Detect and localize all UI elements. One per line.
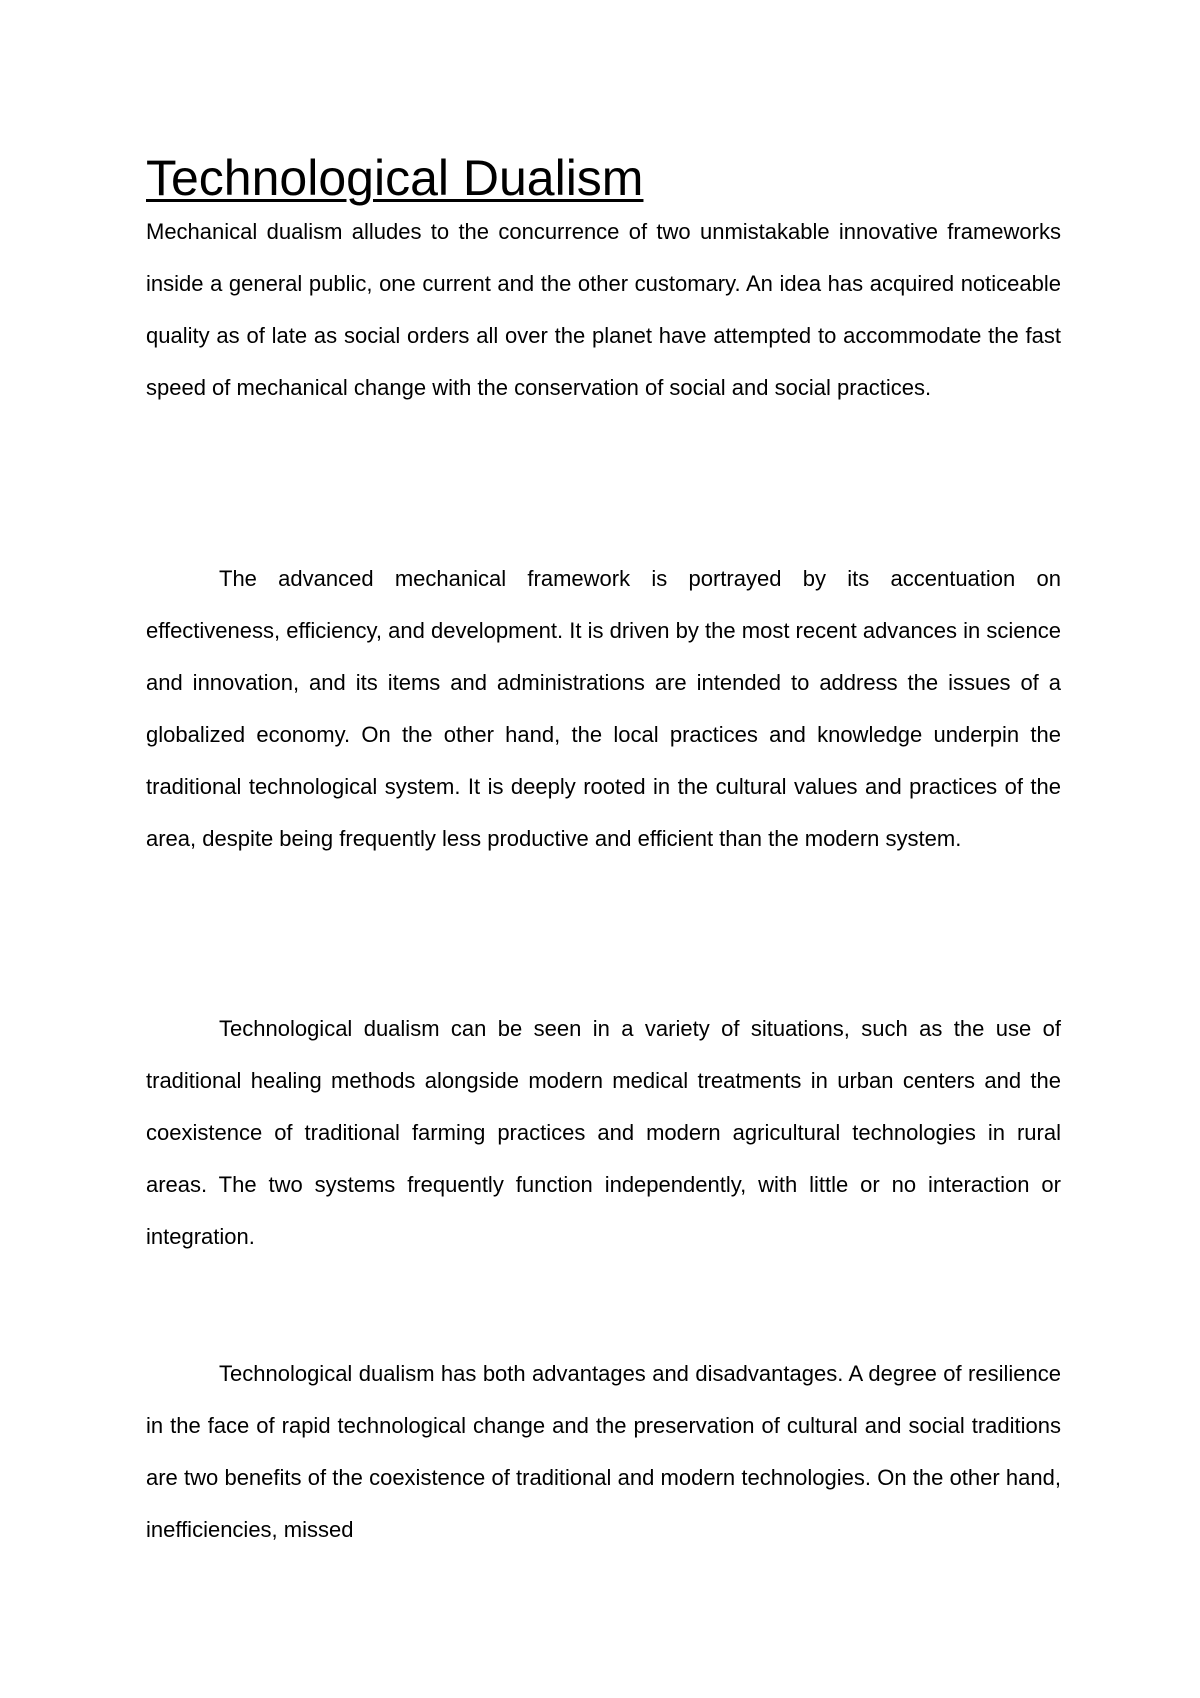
document-title: Technological Dualism bbox=[146, 150, 644, 206]
paragraph-advantages: Technological dualism has both advantages and disadvantages. A degree of resilience in the face of rapid technological change and the preservation of cultural and social traditions are two benefits of the coexistence of traditional and modern technologies. On the other hand, inefficiencies, missed bbox=[146, 1361, 1061, 1542]
paragraph-modern-system: The advanced mechanical framework is portrayed by its accentuation on effectiveness, efficiency, and development. It is driven by the most recent advances in science and innovation, and its items and administrations are intended to address the issues of a globalized economy. On the other hand, the local practices and knowledge underpin the traditional technological system. It is deeply rooted in the cultural values and practices of the area, despite being frequently less productive and efficient than the modern system. bbox=[146, 566, 1061, 851]
paragraph-examples: Technological dualism can be seen in a variety of situations, such as the use of traditional healing methods alongside modern medical treatments in urban centers and the coexistence of traditional farming practices and modern agricultural technologies in rural areas. The two systems frequently function independently, with little or no interaction or integration. bbox=[146, 1016, 1061, 1249]
paragraph-intro: Mechanical dualism alludes to the concurrence of two unmistakable innovative frameworks inside a general public, one current and the other customary. An idea has acquired noticeable quality as of late as social orders all over the planet have attempted to accommodate the fast speed of mechanical change with the conservation of social and social practices. bbox=[146, 219, 1061, 400]
